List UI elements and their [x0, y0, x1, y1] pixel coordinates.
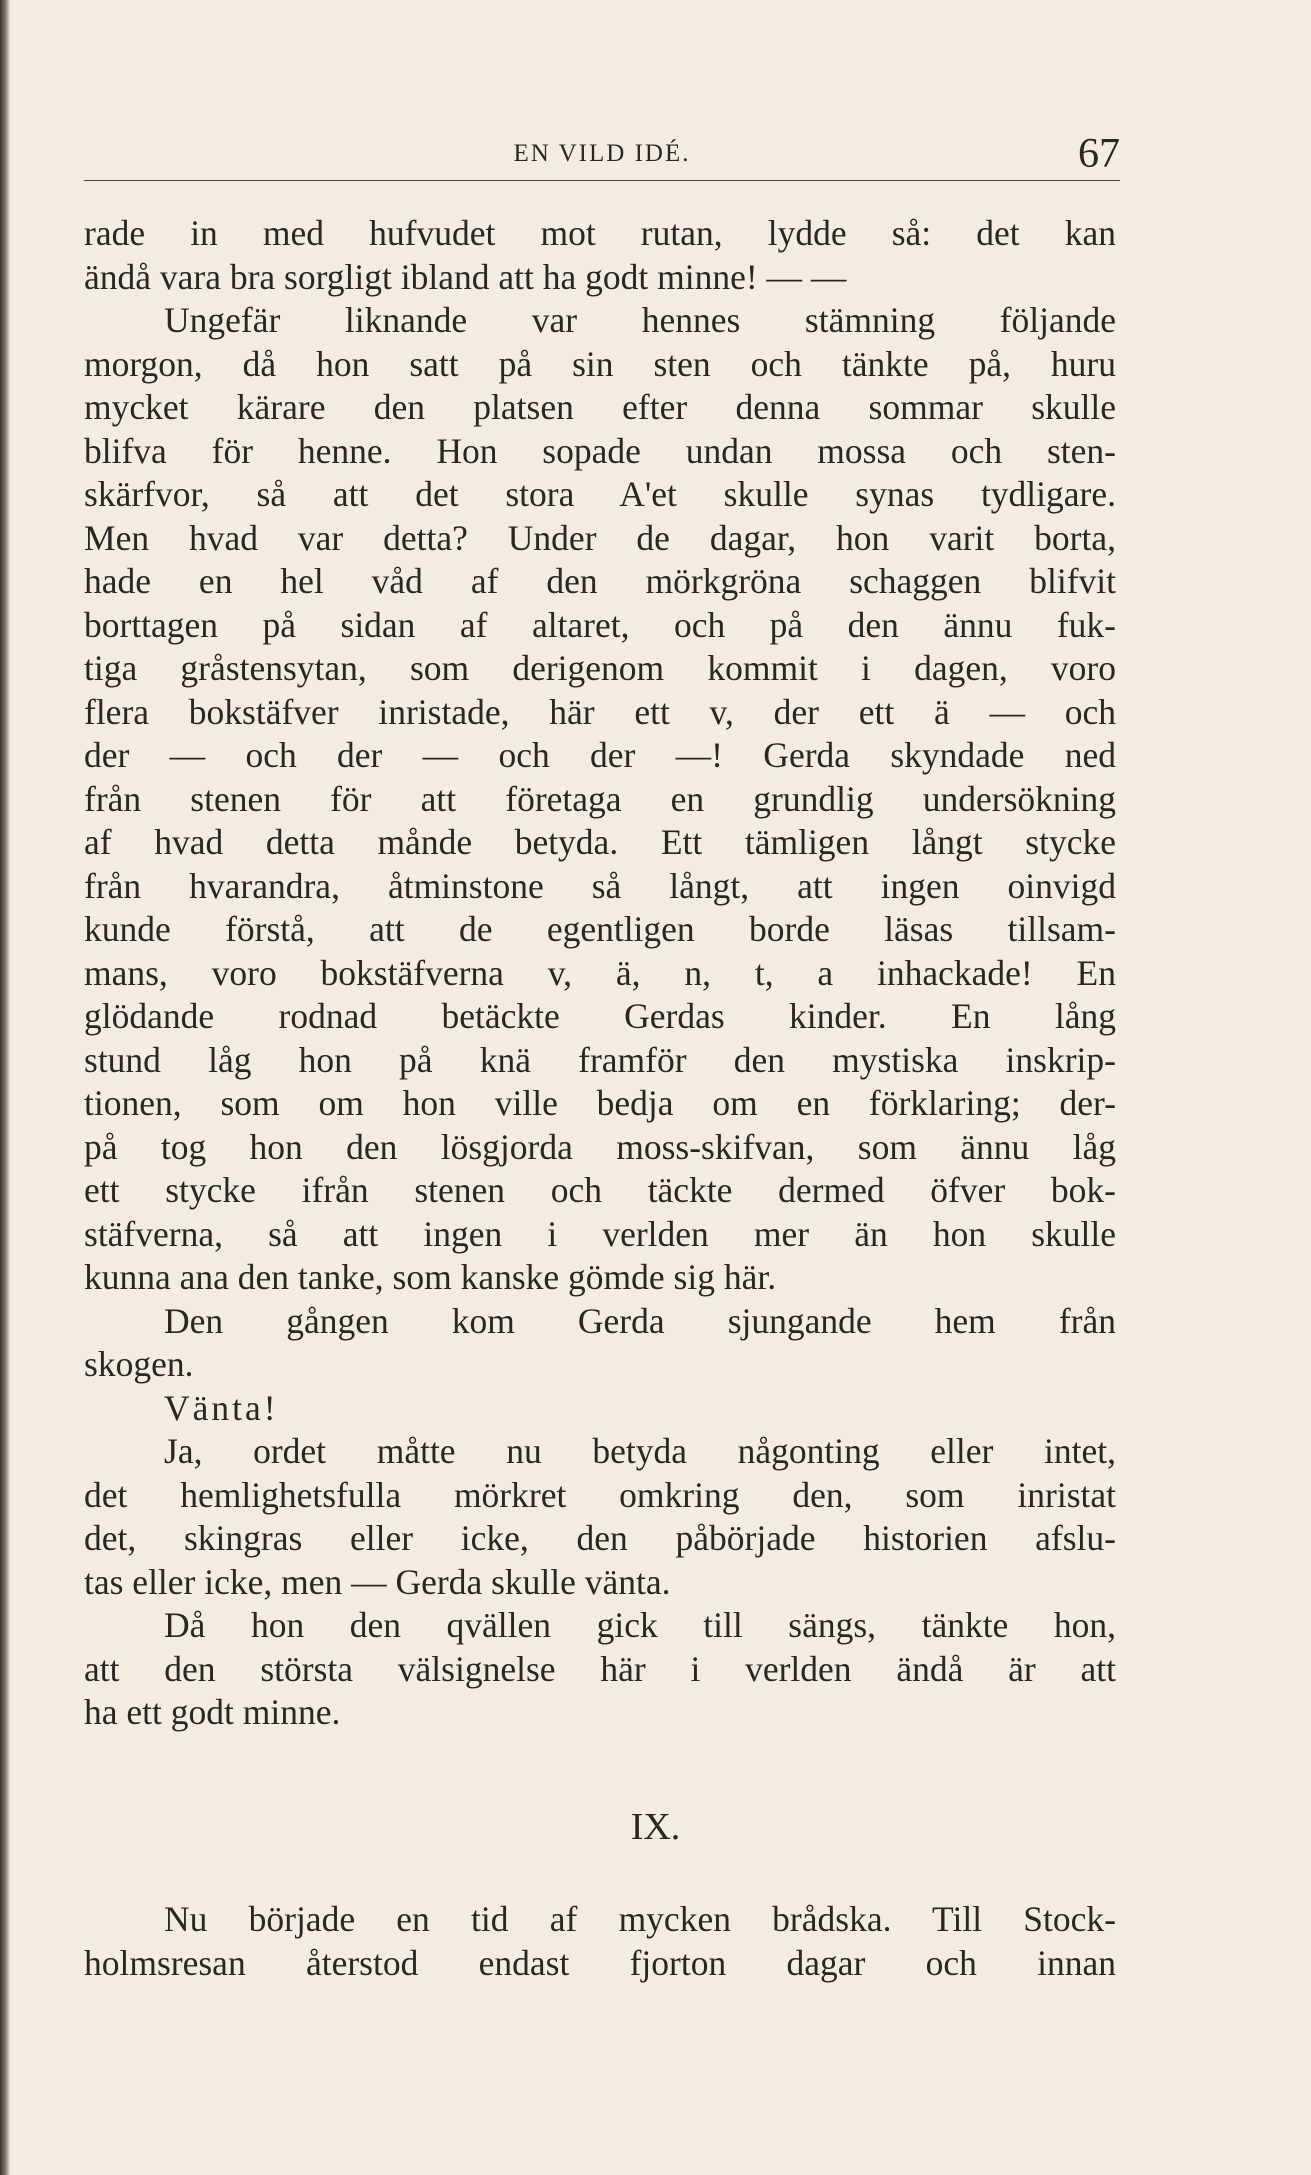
text-line: det hemlighetsfulla mörkret omkring den, som inristat — [84, 1474, 1116, 1515]
body-text — [84, 212, 1116, 1735]
text-line: flera bokstäfver inristade, här ett v, der ett ä — och — [84, 691, 1116, 732]
text-line: tionen, som om hon ville bedja om en förklaring; der- — [84, 1083, 1116, 1123]
text-line: på tog hon den lösgjorda moss-skifvan, som ännu låg — [84, 1126, 1116, 1167]
text-line: det, skingras eller icke, den påbörjade historien afslu- — [84, 1518, 1116, 1558]
text-line: kunna ana den tanke, som kanske gömde sig här. — [84, 1257, 777, 1297]
text-line: tas eller icke, men — Gerda skulle vänta. — [84, 1561, 671, 1602]
chapter-heading: IX. — [630, 1806, 681, 1848]
text-line: ha ett godt minne. — [84, 1692, 341, 1732]
text-line: ett stycke ifrån stenen och täckte dermed öfver bok- — [84, 1170, 1116, 1210]
text-line: blifva för henne. Hon sopade undan mossa och sten- — [84, 430, 1116, 471]
chapter-body-text — [84, 1898, 1116, 1985]
text-line: Vänta! — [164, 1387, 279, 1428]
text-line: hade en hel våd af den mörkgröna schaggen blifvit — [84, 561, 1116, 601]
text-line: från hvarandra, åtminstone så långt, att ingen oinvigd — [84, 865, 1116, 906]
text-line: Men hvad var detta? Under de dagar, hon varit borta, — [84, 517, 1116, 558]
text-line: Ja, ordet måtte nu betyda någonting eller intet, — [164, 1431, 1116, 1471]
text-line: Ungefär liknande var hennes stämning följande — [164, 300, 1116, 340]
text-line: af hvad detta månde betyda. Ett tämligen långt stycke — [84, 822, 1116, 862]
text-line: borttagen på sidan af altaret, och på den ännu fuk- — [84, 604, 1116, 645]
text-line: att den största välsignelse här i verlden ändå är att — [84, 1648, 1116, 1689]
header-rule — [84, 180, 1120, 181]
text-line: från stenen för att företaga en grundlig undersökning — [84, 778, 1116, 819]
text-line: holmsresan återstod endast fjorton dagar och innan — [84, 1942, 1116, 1983]
text-line: skärfvor, så att det stora A'et skulle synas tydligare. — [84, 474, 1116, 514]
text-line: Den gången kom Gerda sjungande hem från — [164, 1300, 1116, 1341]
text-line: kunde förstå, att de egentligen borde läsas tillsam- — [84, 909, 1116, 949]
text-line: Då hon den qvällen gick till sängs, tänkte hon, — [164, 1605, 1116, 1645]
text-line: rade in med hufvudet mot rutan, lydde så: det kan — [84, 213, 1116, 253]
text-line: mycket kärare den platsen efter denna sommar skulle — [84, 387, 1116, 427]
text-line: der — och der — och der —! Gerda skyndade ned — [84, 735, 1116, 775]
text-line: morgon, då hon satt på sin sten och tänkte på, huru — [84, 343, 1116, 384]
text-line: tiga gråstensytan, som derigenom kommit i dagen, voro — [84, 648, 1116, 688]
text-line: Nu började en tid af mycken brådska. Till Stock- — [164, 1899, 1116, 1939]
page-header — [84, 131, 1120, 178]
text-line: skogen. — [84, 1344, 194, 1384]
text-line: stäfverna, så att ingen i verlden mer än hon skulle — [84, 1213, 1116, 1254]
running-head: EN VILD IDÉ. — [513, 140, 691, 167]
text-line: mans, voro bokstäfverna v, ä, n, t, a inhackade! En — [84, 952, 1116, 993]
text-line: glödande rodnad betäckte Gerdas kinder. En lång — [84, 996, 1116, 1036]
text-line: stund låg hon på knä framför den mystiska inskrip- — [84, 1039, 1116, 1080]
text-line: ändå vara bra sorgligt ibland att ha godt minne! — — — [84, 256, 847, 297]
page-number: 67 — [1078, 131, 1120, 177]
